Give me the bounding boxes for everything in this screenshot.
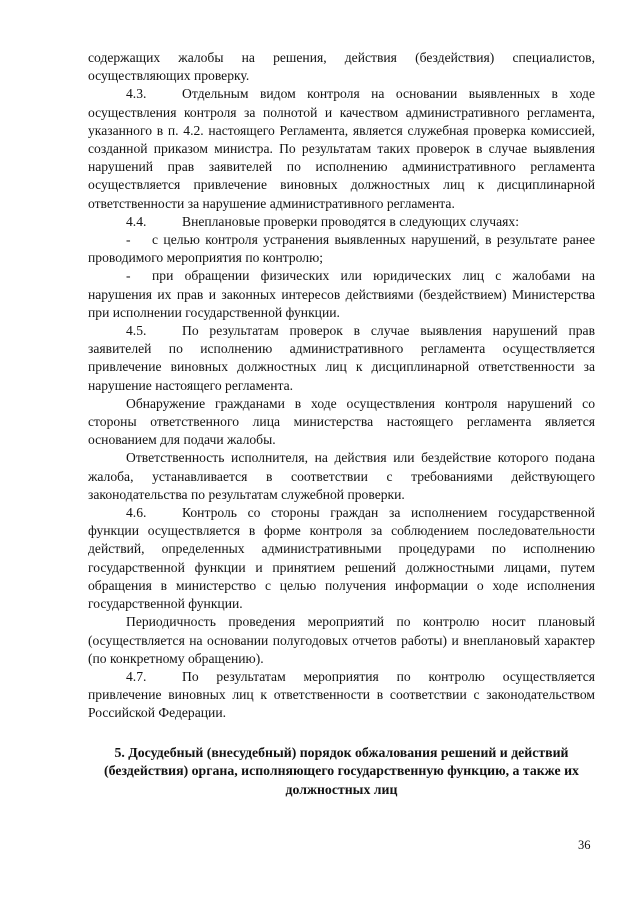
paragraph-number: 4.5. (126, 323, 147, 339)
paragraph-4-5 (88, 322, 595, 395)
paragraph-text: Обнаружение гражданами в ходе осуществления контроля нарушений со стороны ответственного лица министерства настоящего регламента является основанием для подачи жалобы. (88, 395, 595, 448)
list-dash: - (126, 232, 131, 248)
paragraph-4-3 (88, 85, 595, 212)
paragraph-text: при обращении физических или юридических лиц с жалобами на нарушения их прав и законных интересов действиями (бездействием) Министерства при исполнении государственной функции. (88, 268, 595, 320)
paragraph-4-4 (88, 213, 595, 231)
paragraph (88, 395, 595, 450)
list-dash: - (126, 268, 131, 284)
paragraph-text: По результатам проверок в случае выявления нарушений прав заявителей по исполнению административного регламента осуществляется привлечение виновных должностных лиц к дисциплинарной ответственности за нарушение настоящего регламента. (88, 323, 595, 393)
paragraph-text: с целью контроля устранения выявленных нарушений, в результате ранее проводимого мероприятия по контролю; (88, 232, 595, 266)
paragraph-text: Отдельным видом контроля на основании выявленных в ходе осуществления контроля за полнотой и качеством административного регламента, указанного в п. 4.2. настоящего Регламента, является служебная проверка комиссией, созданной приказом министра. По результатам таких проверок в случае выявления нарушений прав заявителей по исполнению административного регламента осуществляется привлечение виновных должностных лиц к дисциплинарной ответственности за нарушение административного регламента. (88, 86, 595, 211)
page-number: 36 (578, 838, 591, 852)
paragraph-text: По результатам мероприятия по контролю осуществляется привлечение виновных лиц к ответственности в соответствии с законодательством Российской Федерации. (88, 668, 595, 721)
paragraph-number: 4.7. (126, 668, 147, 684)
list-item-dash (88, 231, 595, 267)
paragraph-number: 4.6. (126, 505, 147, 521)
paragraph-text: Контроль со стороны граждан за исполнением государственной функции осуществляется в форме контроля за соблюдением последовательности действий, определенных административными процедурами по исполнению государственной функции и принятием решений должностными лицами, путем обращения в министерство с целью получения информации о ходе исполнения государственной функции. (88, 505, 595, 612)
paragraph-text: содержащих жалобы на решения, действия (бездействия) специалистов, осуществляющих проверку. (88, 50, 595, 84)
paragraph-text: Внеплановые проверки проводятся в следующих случаях: (182, 213, 520, 229)
paragraph (88, 613, 595, 668)
paragraph-continuation (88, 49, 595, 85)
paragraph-number: 4.4. (126, 213, 147, 229)
paragraph-number: 4.3. (126, 86, 147, 102)
paragraph-4-6 (88, 504, 595, 613)
document-body (88, 49, 595, 799)
paragraph-text: Периодичность проведения мероприятий по контролю носит плановый (осуществляется на основании полугодовых отчетов работы) и внеплановый характер (по конкретному обращению). (88, 614, 595, 666)
paragraph-text: Ответственность исполнителя, на действия или бездействие которого подана жалоба, устанавливается в соответствии с требованиями действующего законодательства по результатам служебной проверки. (88, 450, 595, 502)
paragraph-4-7 (88, 668, 595, 723)
list-item-dash (88, 267, 595, 322)
section-heading: 5. Досудебный (внесудебный) порядок обжалования решений и действий (бездействия) органа, исполняющего государственную функцию, а также их должностных лиц (104, 744, 579, 797)
paragraph (88, 449, 595, 504)
